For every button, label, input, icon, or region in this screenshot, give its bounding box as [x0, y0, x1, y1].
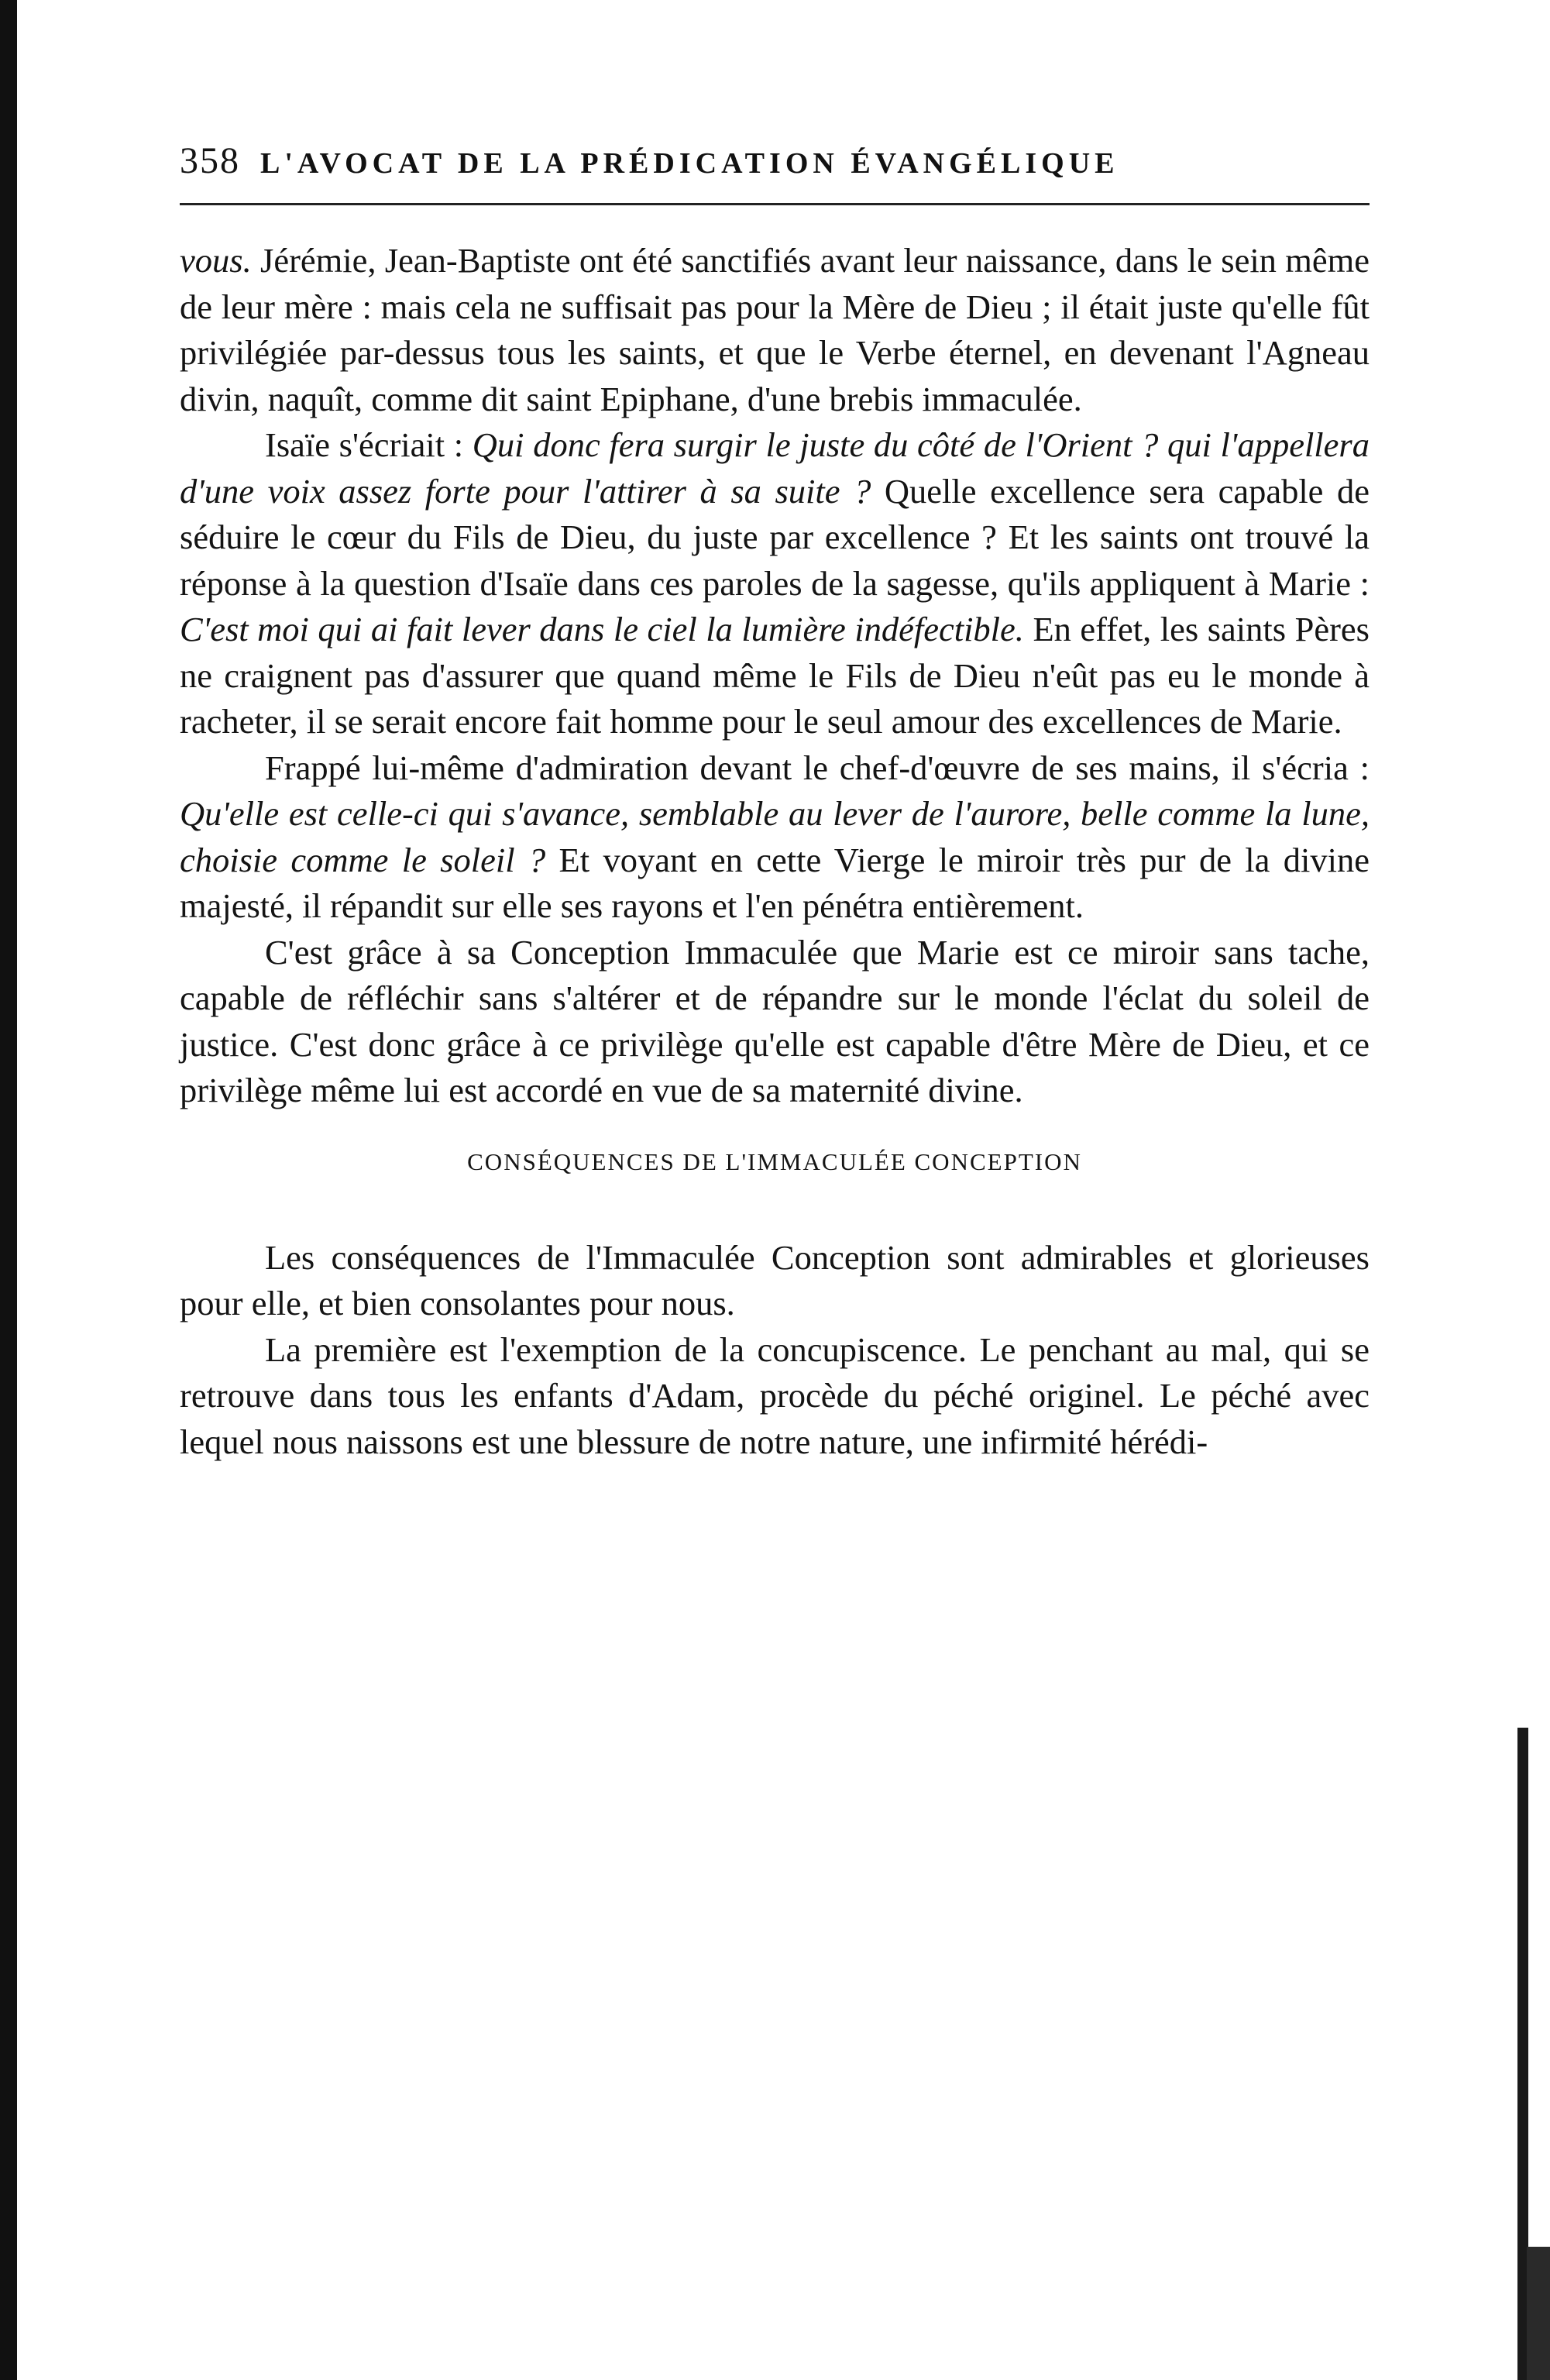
running-title: L'AVOCAT DE LA PRÉDICATION ÉVANGÉLIQUE — [260, 147, 1119, 180]
paragraph-2-quote-wisdom: C'est moi qui ai fait lever dans le ciel la lumière indéfectible. — [180, 610, 1024, 648]
page-number: 358 — [180, 140, 240, 181]
paragraph-5: Les conséquences de l'Immaculée Conception sont admirables et glorieuses pour elle, et bien consolantes pour nous. — [180, 1237, 1370, 1322]
paragraph-2-text-a: Isaïe s'écriait : — [265, 425, 473, 464]
running-head — [180, 139, 1370, 194]
paragraph-1-text: Jérémie, Jean-Baptiste ont été sanctifiés avant leur naissance, dans le sein même de leur mère : mais cela ne suffisait pas pour la Mère de Dieu ; il était juste qu'elle fût privilégiée par-dessus tous les saints, et que le Verbe éternel, en devenant l'Agneau divin, naquît, comme dit saint Epiphane, d'une brebis immaculée. — [180, 241, 1370, 418]
paragraph-3 — [180, 745, 1370, 930]
scan-right-edge-corner — [1527, 2247, 1550, 2380]
paragraph-3-quote: Qu'elle est celle-ci qui s'avance, semblable au lever de l'aurore, belle comme la lune, choisie comme le soleil ? — [180, 794, 1370, 879]
paragraph-1-italic-start: vous. — [180, 241, 252, 280]
paragraph-6: La première est l'exemption de la concupiscence. Le penchant au mal, qui se retrouve dans tous les enfants d'Adam, procède du péché originel. Le péché avec lequel nous naissons est une blessure de notre nature, une infirmité hérédi- — [180, 1329, 1370, 1461]
paragraph-2-text-b: Quelle excellence sera capable de séduire le cœur du Fils de Dieu, du juste par excellence ? Et les saints ont trouvé la réponse à la question d'Isaïe dans ces paroles de la sagesse, qu'ils appliquent à Marie : — [180, 471, 1370, 603]
section-heading: CONSÉQUENCES DE L'IMMACULÉE CONCEPTION — [467, 1147, 1082, 1175]
paragraph-2-text-c: En effet, les saints Pères ne craignent pas d'assurer que quand même le Fils de Dieu n'eût pas eu le monde à racheter, il se serait encore fait homme pour le seul amour des excellences de Marie. — [180, 610, 1370, 741]
paragraph-2-quote-isaiah: Qui donc fera surgir le juste du côté de l'Orient ? qui l'appellera d'une voix assez forte pour l'attirer à sa suite ? — [180, 425, 1370, 511]
header-rule — [180, 203, 1370, 205]
paragraph-2 — [180, 422, 1370, 745]
paragraph-3-text-a: Frappé lui-même d'admiration devant le chef-d'œuvre de ses mains, il s'écria : — [265, 748, 1370, 787]
book-page — [180, 139, 1370, 1465]
paragraph-4: C'est grâce à sa Conception Immaculée que Marie est ce miroir sans tache, capable de réfléchir sans s'altérer et de répandre sur le monde l'éclat du soleil de justice. C'est donc grâce à ce privilège qu'elle est capable d'être Mère de Dieu, et ce privilège même lui est accordé en vue de sa maternité divine. — [180, 932, 1370, 1109]
paragraph-3-text-b: Et voyant en cette Vierge le miroir très pur de la divine majesté, il répandit sur elle ses rayons et l'en pénétra entièrement. — [180, 840, 1370, 925]
scan-left-edge — [0, 0, 17, 2380]
paragraph-1 — [180, 238, 1370, 422]
